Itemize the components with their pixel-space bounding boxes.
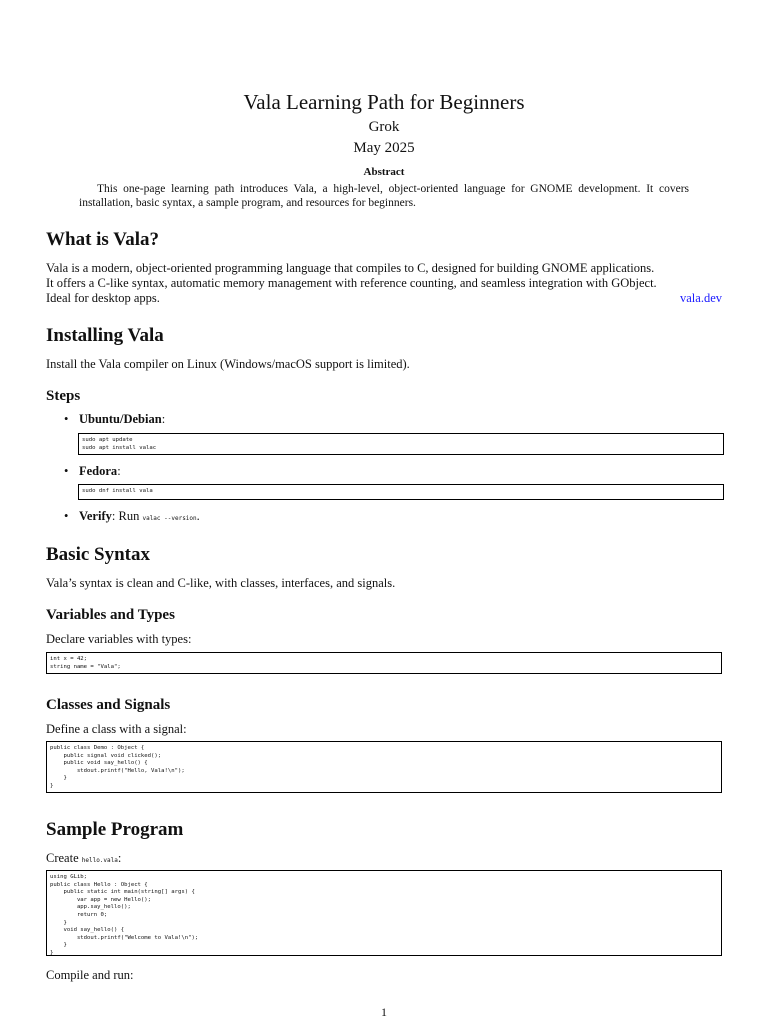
what-is-vala-paragraph bbox=[46, 261, 722, 306]
code-block-fedora: sudo dnf install vala bbox=[78, 484, 724, 500]
variables-intro: Declare variables with types: bbox=[46, 632, 192, 646]
step-label: Verify bbox=[79, 509, 112, 523]
step-fedora: Fedora: bbox=[79, 464, 121, 478]
vala-dev-link[interactable]: vala.dev bbox=[680, 291, 722, 305]
bullet-dot: • bbox=[64, 464, 69, 478]
installing-intro: Install the Vala compiler on Linux (Windows/macOS support is limited). bbox=[46, 357, 410, 371]
classes-intro: Define a class with a signal: bbox=[46, 722, 187, 736]
paper-date: May 2025 bbox=[353, 140, 415, 156]
step-ubuntu: Ubuntu/Debian: bbox=[79, 412, 166, 426]
inline-code: valac --version bbox=[142, 515, 197, 522]
paragraph-line: Vala is a modern, object-oriented programming language that compiles to C, designed for building GNOME applications. bbox=[46, 261, 655, 275]
code-block-classes: public class Demo : Object { public signal void clicked(); public void say_hello() { stdout.printf("Hello, Vala!\n"); } } bbox=[46, 741, 722, 793]
section-heading-installing: Installing Vala bbox=[46, 325, 164, 346]
bullet-dot: • bbox=[64, 412, 69, 426]
paragraph-line: It offers a C-like syntax, automatic memory management with reference counting, and seamless integration with GObject. bbox=[46, 276, 657, 290]
step-label: Fedora bbox=[79, 464, 118, 478]
code-block-ubuntu: sudo apt update sudo apt install valac bbox=[78, 433, 724, 455]
page-number: 1 bbox=[381, 1005, 387, 1019]
inline-code-filename: hello.vala bbox=[81, 857, 118, 864]
subsection-heading-steps: Steps bbox=[46, 388, 81, 404]
paragraph-line: Ideal for desktop apps. bbox=[46, 291, 160, 305]
bullet-dot: • bbox=[64, 509, 69, 523]
abstract-heading: Abstract bbox=[363, 166, 405, 178]
code-block-sample: using GLib; public class Hello : Object { public static int main(string[] args) { var app = new Hello(); app.say_hello(); return 0; } void say_hello() { stdout.printf("Welcome to Vala!\n"); } } bbox=[46, 870, 722, 956]
section-heading-sample-program: Sample Program bbox=[46, 819, 184, 840]
compile-run-text: Compile and run: bbox=[46, 968, 134, 982]
section-heading-what-is-vala: What is Vala? bbox=[46, 229, 159, 250]
paper-author: Grok bbox=[368, 119, 400, 135]
step-label: Ubuntu/Debian bbox=[79, 412, 162, 426]
paragraph-last-line bbox=[46, 291, 722, 306]
sample-create-line: Create hello.vala: bbox=[46, 851, 122, 865]
subsection-heading-variables: Variables and Types bbox=[46, 607, 175, 623]
basic-syntax-intro: Vala’s syntax is clean and C-like, with classes, interfaces, and signals. bbox=[46, 576, 396, 590]
paper-title: Vala Learning Path for Beginners bbox=[243, 90, 525, 114]
step-verify: Verify: Run valac --version. bbox=[79, 509, 200, 523]
abstract-text: This one-page learning path introduces Vala, a high-level, object-oriented language for GNOME development. It covers installation, basic syntax, a sample program, and resources for beginners. bbox=[79, 183, 689, 209]
code-block-variables: int x = 42; string name = "Vala"; bbox=[46, 652, 722, 674]
subsection-heading-classes: Classes and Signals bbox=[46, 697, 171, 713]
section-heading-basic-syntax: Basic Syntax bbox=[46, 544, 150, 565]
